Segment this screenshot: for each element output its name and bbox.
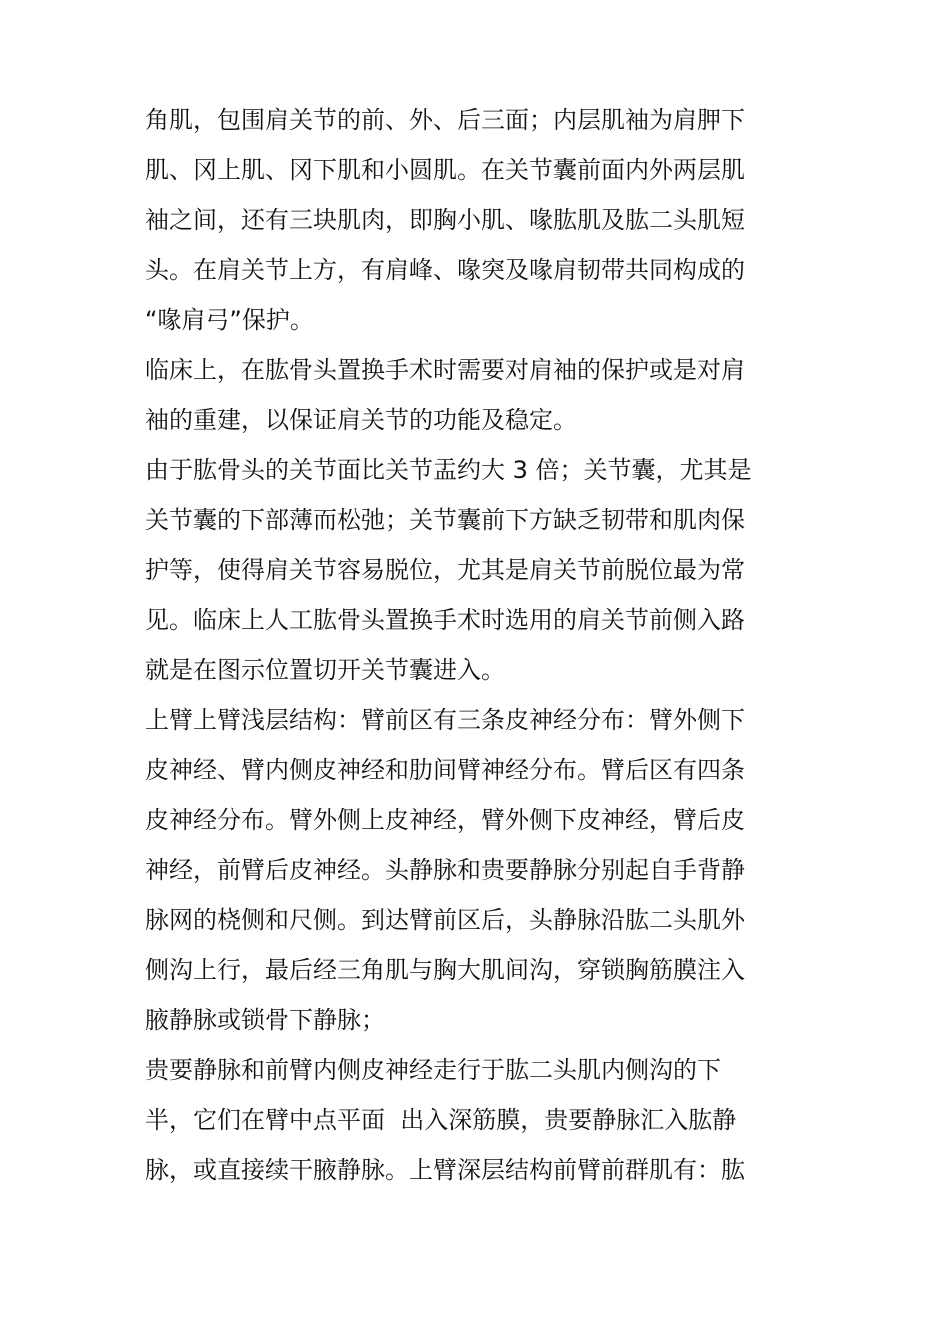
text-line: 神经，前臂后皮神经。头静脉和贵要静脉分别起自手背静 <box>145 856 745 884</box>
text-line: 护等，使得肩关节容易脱位，尤其是肩关节前脱位最为常 <box>145 556 745 584</box>
text-line: 头。在肩关节上方，有肩峰、喙突及喙肩韧带共同构成的 <box>145 256 745 284</box>
body-text <box>145 95 805 1195</box>
text-line: 侧沟上行，最后经三角肌与胸大肌间沟，穿锁胸筋膜注入 <box>145 956 745 984</box>
text-line: 由于肱骨头的关节面比关节盂约大 3 倍；关节囊，尤其是 <box>145 456 752 484</box>
text-line: 脉，或直接续干腋静脉。上臂深层结构前臂前群肌有：肱 <box>145 1156 745 1184</box>
text-line: 半，它们在臂中点平面 出入深筋膜，贵要静脉汇入肱静 <box>145 1106 737 1134</box>
text-line: 贵要静脉和前臂内侧皮神经走行于肱二头肌内侧沟的下 <box>145 1056 721 1084</box>
text-line: 上臂上臂浅层结构：臂前区有三条皮神经分布：臂外侧下 <box>145 706 745 734</box>
text-line: 关节囊的下部薄而松弛；关节囊前下方缺乏韧带和肌肉保 <box>145 506 745 534</box>
text-line: 脉网的桡侧和尺侧。到达臂前区后，头静脉沿肱二头肌外 <box>145 906 745 934</box>
text-line: 就是在图示位置切开关节囊进入。 <box>145 656 505 684</box>
text-line: 皮神经、臂内侧皮神经和肋间臂神经分布。臂后区有四条 <box>145 756 745 784</box>
text-line: 角肌，包围肩关节的前、外、后三面；内层肌袖为肩胛下 <box>145 106 745 134</box>
text-line: 肌、冈上肌、冈下肌和小圆肌。在关节囊前面内外两层肌 <box>145 156 745 184</box>
text-line: 皮神经分布。臂外侧上皮神经，臂外侧下皮神经，臂后皮 <box>145 806 745 834</box>
text-line: 袖之间，还有三块肌肉，即胸小肌、喙肱肌及肱二头肌短 <box>145 206 745 234</box>
text-line: 临床上，在肱骨头置换手术时需要对肩袖的保护或是对肩 <box>145 356 745 384</box>
text-line: 腋静脉或锁骨下静脉； <box>145 1006 385 1034</box>
text-line: 袖的重建，以保证肩关节的功能及稳定。 <box>145 406 577 434</box>
text-line: “喙肩弓”保护。 <box>145 306 314 334</box>
text-line: 见。临床上人工肱骨头置换手术时选用的肩关节前侧入路 <box>145 606 745 634</box>
